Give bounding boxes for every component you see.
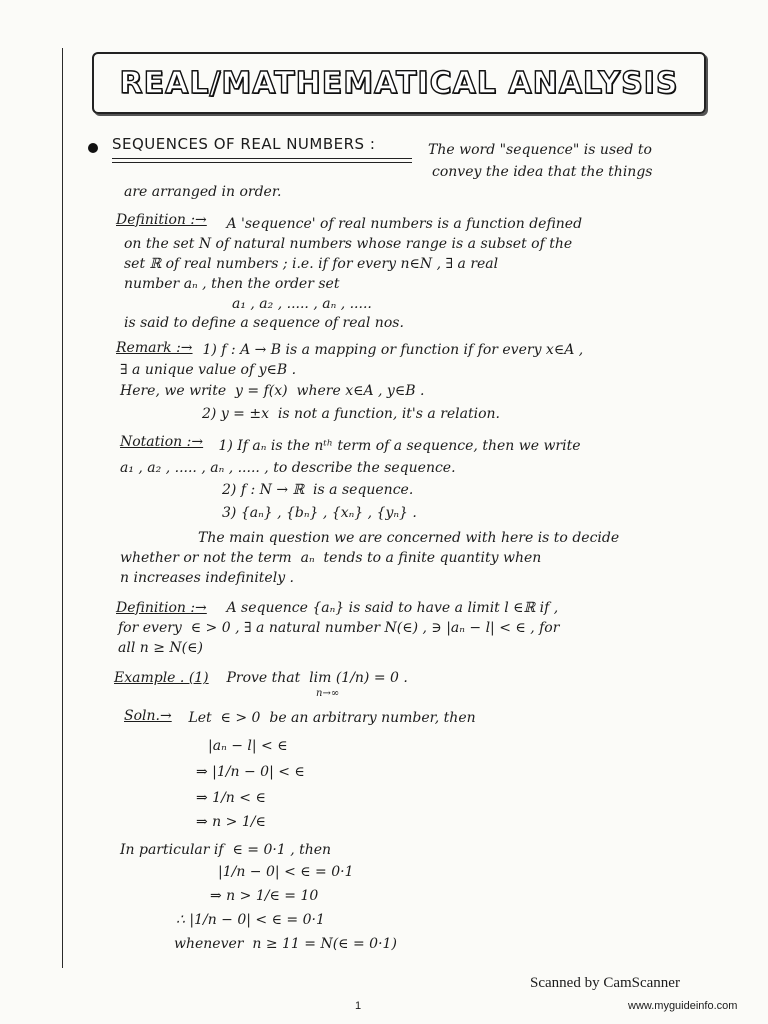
example-text: Prove that lim (1/n) = 0 . bbox=[222, 670, 408, 686]
definition2-line-3: all n ≥ N(∈) bbox=[118, 640, 203, 656]
definition1-line-2: on the set N of natural numbers whose range is a subset of the bbox=[124, 236, 573, 252]
solution-line-1: Let ∈ > 0 be an arbitrary number, then bbox=[184, 710, 476, 726]
remark-line-4: 2) y = ±x is not a function, it's a relation. bbox=[202, 406, 501, 422]
margin-rule bbox=[62, 48, 63, 968]
definition1-line-4: number aₙ , then the order set bbox=[124, 276, 340, 292]
intro-line-2: convey the idea that the things bbox=[432, 164, 653, 180]
scanned-by-label: Scanned by CamScanner bbox=[530, 975, 680, 991]
solution-step-7: ∴ |1/n − 0| < ∈ = 0·1 bbox=[176, 912, 325, 928]
bullet-icon bbox=[88, 143, 98, 153]
page-title: REAL/MATHEMATICAL ANALYSIS bbox=[119, 65, 679, 101]
solution-step-3: ⇒ 1/n < ∈ bbox=[196, 790, 266, 806]
solution-step-6: ⇒ n > 1/∈ = 10 bbox=[210, 888, 319, 904]
definition2-line-1: A sequence {aₙ} is said to have a limit l ∈ℝ if , bbox=[222, 600, 559, 616]
solution-particular: In particular if ∈ = 0·1 , then bbox=[120, 842, 332, 858]
solution-label: Soln.→ bbox=[124, 708, 172, 724]
notation-line-4: 3) {aₙ} , {bₙ} , {xₙ} , {yₙ} . bbox=[222, 505, 417, 521]
page-number: 1 bbox=[355, 1000, 362, 1012]
definition1-line-3: set ℝ of real numbers ; i.e. if for every n∈N , ∃ a real bbox=[124, 256, 499, 272]
example-limit-subscript: n→∞ bbox=[316, 688, 340, 699]
intro-line-1: The word "sequence" is used to bbox=[428, 142, 652, 158]
remark-line-2: ∃ a unique value of y∈B . bbox=[120, 362, 297, 378]
definition-label: Definition :→ bbox=[116, 212, 207, 228]
source-url: www.myguideinfo.com bbox=[628, 1000, 738, 1012]
intro-line-3: are arranged in order. bbox=[124, 184, 282, 200]
remark-line-1: 1) f : A → B is a mapping or function if for every x∈A , bbox=[198, 342, 584, 358]
section-heading: SEQUENCES OF REAL NUMBERS : bbox=[112, 135, 376, 153]
heading-underline bbox=[112, 158, 412, 159]
definition1-line-5: a₁ , a₂ , ..... , aₙ , ..... bbox=[232, 296, 372, 312]
notation-line-2: a₁ , a₂ , ..... , aₙ , ..... , to describe the sequence. bbox=[120, 460, 456, 476]
title-banner bbox=[92, 52, 706, 114]
solution-step-1: |aₙ − l| < ∈ bbox=[208, 738, 288, 754]
solution-step-8: whenever n ≥ 11 = N(∈ = 0·1) bbox=[174, 936, 397, 952]
definition1-line-1: A 'sequence' of real numbers is a function defined bbox=[222, 216, 583, 232]
solution-step-2: ⇒ |1/n − 0| < ∈ bbox=[196, 764, 305, 780]
remark-label: Remark :→ bbox=[116, 340, 193, 356]
main-question-line-2: whether or not the term aₙ tends to a finite quantity when bbox=[120, 550, 542, 566]
notation-label: Notation :→ bbox=[120, 434, 204, 450]
solution-step-5: |1/n − 0| < ∈ = 0·1 bbox=[218, 864, 354, 880]
heading-underline-2 bbox=[112, 162, 412, 163]
example-label: Example . (1) bbox=[114, 670, 209, 686]
definition2-line-2: for every ∈ > 0 , ∃ a natural number N(∈) , ∋ |aₙ − l| < ∈ , for bbox=[118, 620, 560, 636]
main-question-line-1: The main question we are concerned with here is to decide bbox=[198, 530, 620, 546]
solution-step-4: ⇒ n > 1/∈ bbox=[196, 814, 266, 830]
main-question-line-3: n increases indefinitely . bbox=[120, 570, 295, 586]
definition1-line-6: is said to define a sequence of real nos. bbox=[124, 315, 404, 331]
definition2-label: Definition :→ bbox=[116, 600, 207, 616]
remark-line-3: Here, we write y = f(x) where x∈A , y∈B . bbox=[120, 383, 425, 399]
notation-line-3: 2) f : N → ℝ is a sequence. bbox=[222, 482, 414, 498]
notation-line-1: 1) If aₙ is the nᵗʰ term of a sequence, then we write bbox=[214, 438, 581, 454]
